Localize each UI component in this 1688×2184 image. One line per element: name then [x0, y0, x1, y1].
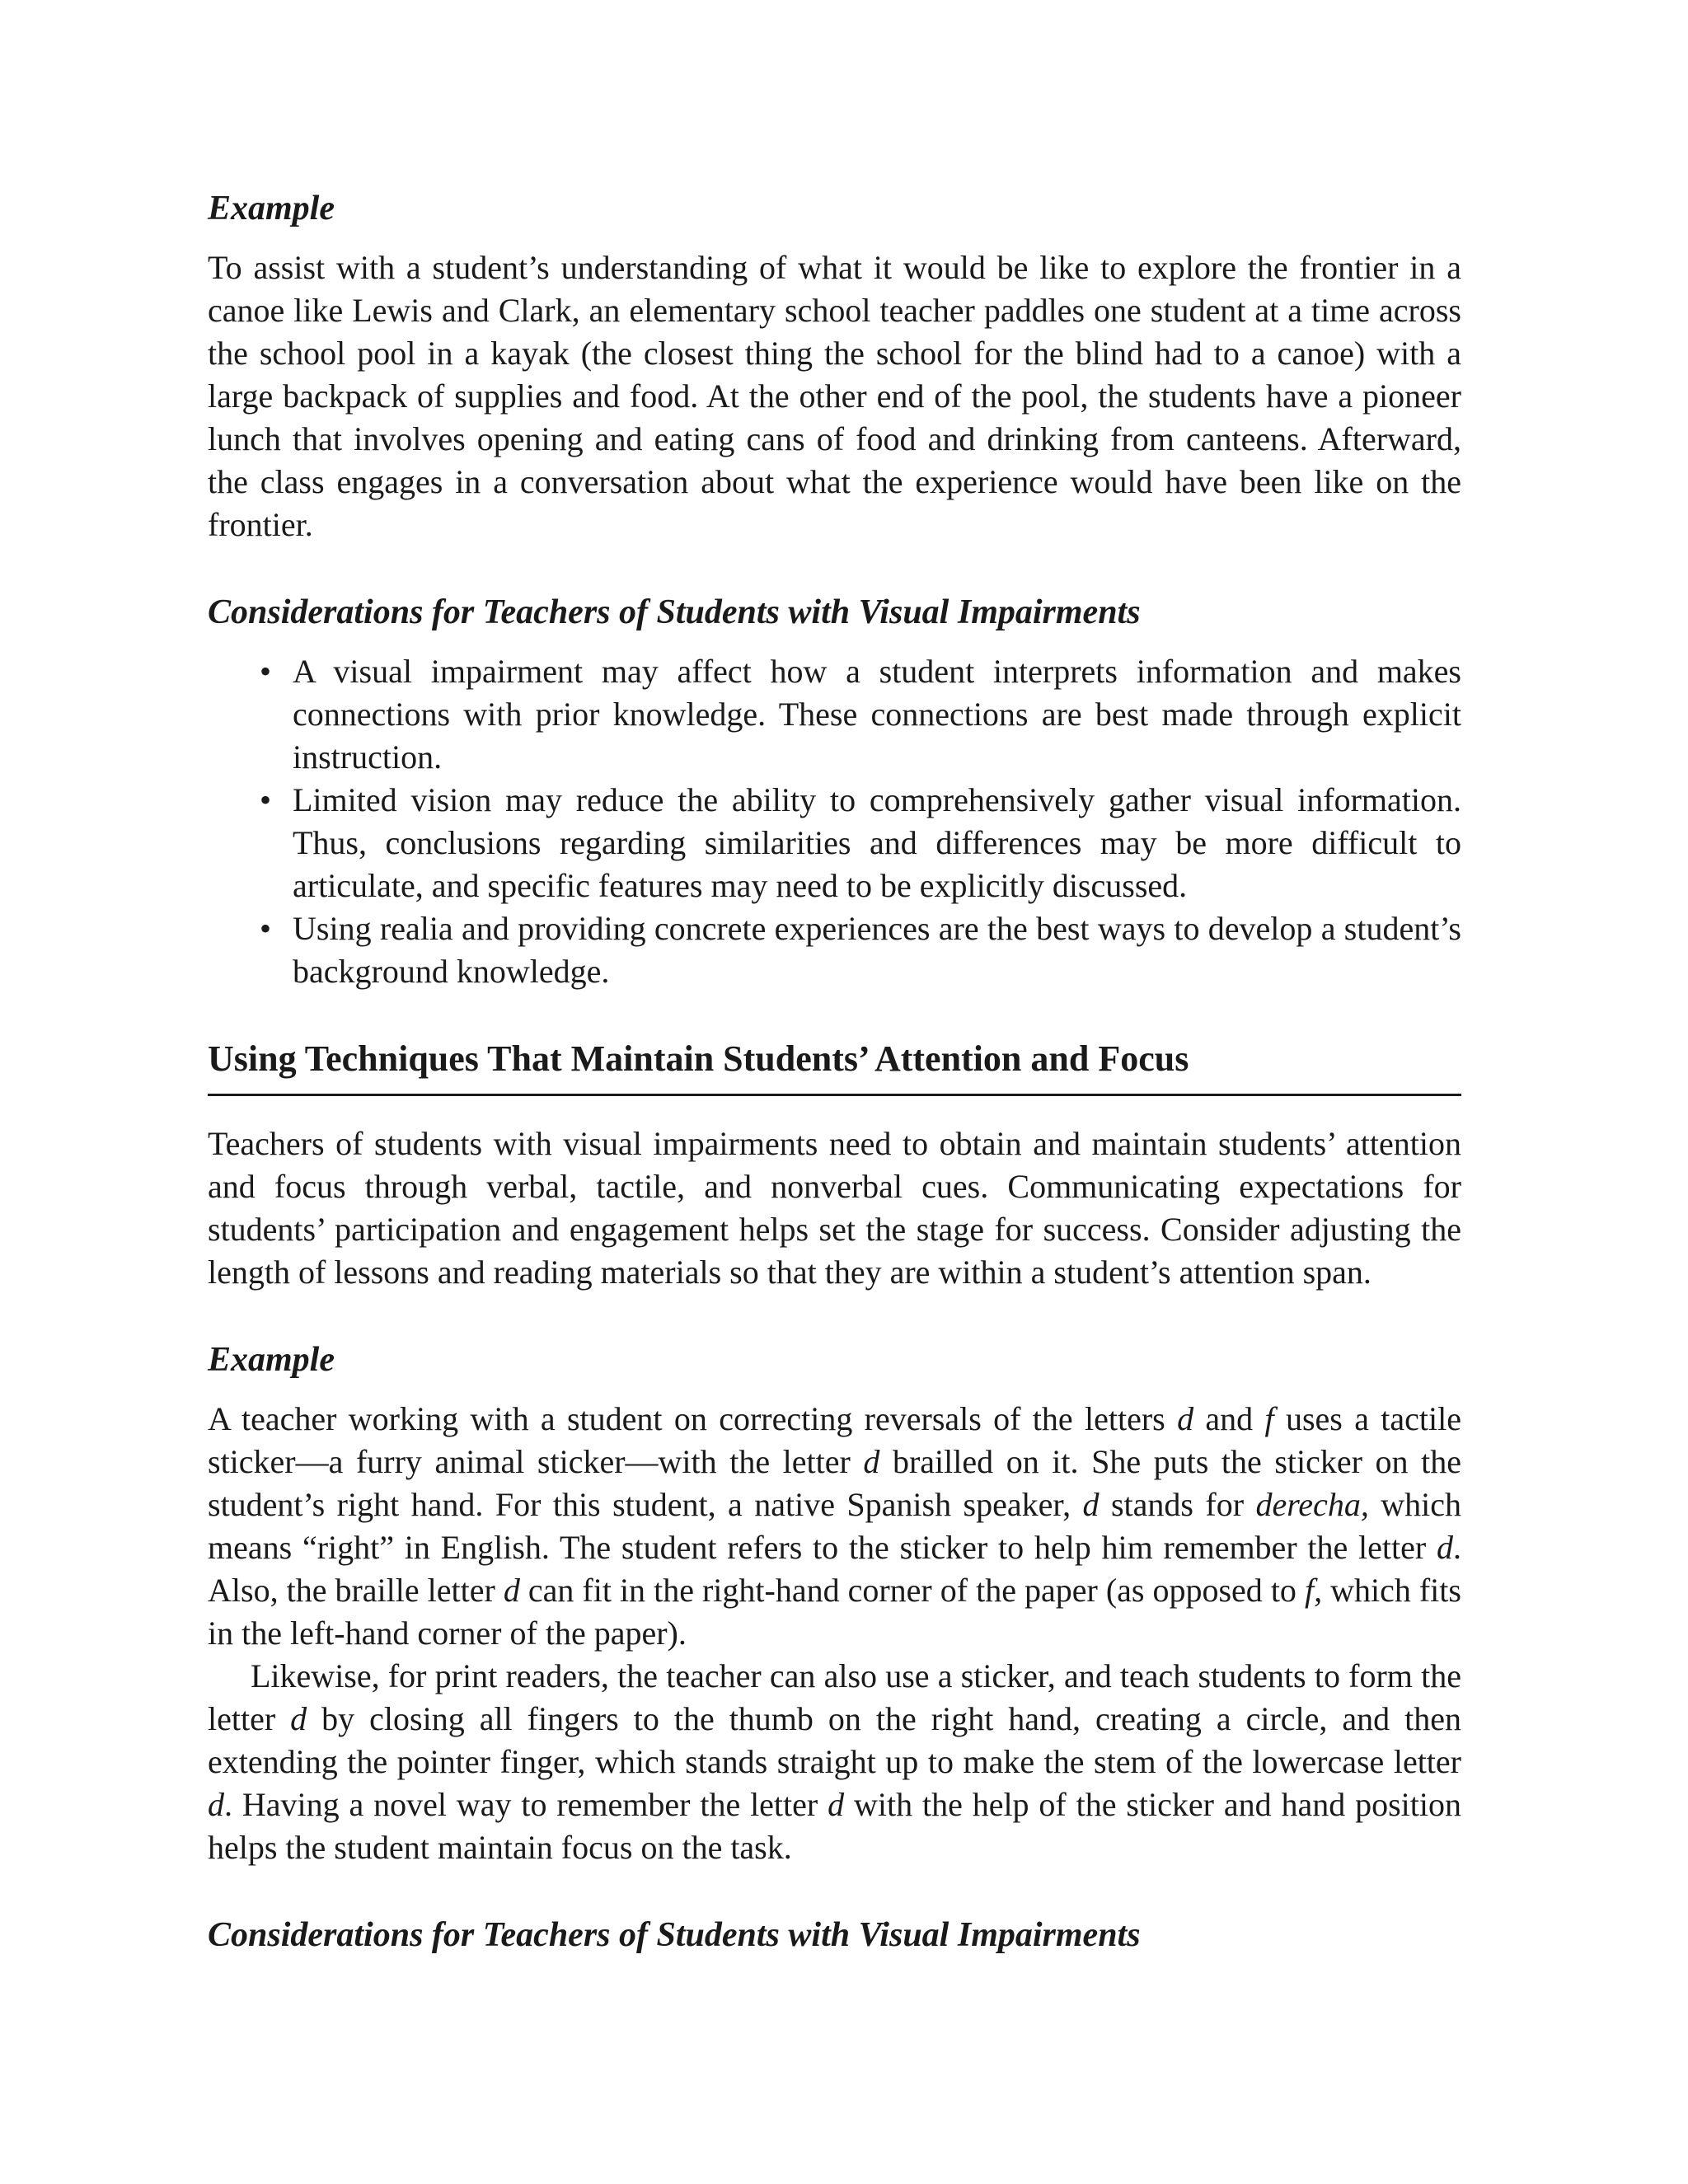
spacer [208, 1294, 1461, 1337]
list-item [260, 650, 1461, 779]
spacer [208, 546, 1461, 589]
list-item [260, 779, 1461, 907]
section-paragraph: Teachers of students with visual impairments need to obtain and maintain students’ attention and focus through verbal, tactile, and nonverbal cues. Communicating expectations for students’ participation and engagement helps set the stage for success. Consider adjusting the length of lessons and reading materials so that they are within a student’s attention span. [208, 1125, 1461, 1291]
bullet-icon: • [260, 781, 272, 818]
list-item-text: Limited vision may reduce the ability to comprehensively gather visual information. Thus, conclusions regarding similarities and differences may be more difficult to articulate, and specific features may need to be explicitly discussed. [293, 781, 1461, 904]
bullet-icon: • [260, 910, 272, 947]
considerations-list [208, 650, 1461, 993]
considerations-heading: Considerations for Teachers of Students with Visual Impairments [208, 593, 1141, 631]
list-item [260, 907, 1461, 993]
section-title: Using Techniques That Maintain Students’ Attention and Focus [208, 1036, 1461, 1096]
spacer [208, 993, 1461, 1036]
example-paragraph-continued: Likewise, for print readers, the teacher can also use a sticker, and teach students to form the letter d by closing all fingers to the thumb on the right hand, creating a circle, and then extending the pointer finger, which stands straight up to make the stem of the lowercase letter d. Having a novel way to remember the letter d with the help of the sticker and hand position helps the student maintain focus on the task. [208, 1657, 1462, 1866]
considerations-heading: Considerations for Teachers of Students with Visual Impairments [208, 1916, 1141, 1954]
example-paragraph: A teacher working with a student on correcting reversals of the letters d and f uses a tactile sticker—a furry animal sticker—with the letter d brailled on it. She puts the sticker on the student’s right hand. For this student, a native Spanish speaker, d stands for derecha, which means “right” in English. The student refers to the sticker to help him remember the letter d. Also, the braille letter d can fit in the right-hand corner of the paper (as opposed to f, which fits in the left-hand corner of the paper). [208, 1400, 1462, 1652]
bullet-icon: • [260, 653, 272, 690]
example-paragraph: To assist with a student’s understanding of what it would be like to explore the frontier in a canoe like Lewis and Clark, an elementary school teacher paddles one student at a time across the school pool in a kayak (the closest thing the school for the blind had to a canoe) with a large backpack of supplies and food. At the other end of the pool, the students have a pioneer lunch that involves opening and eating cans of food and drinking from canteens. Afterward, the class engages in a conversation about what the experience would have been like on the frontier. [208, 249, 1461, 543]
example-heading: Example [208, 190, 335, 227]
list-item-text: A visual impairment may affect how a student interprets information and makes connections with prior knowledge. These connections are best made through explicit instruction. [293, 653, 1461, 776]
document-page [208, 185, 1461, 1973]
example-heading: Example [208, 1341, 335, 1379]
spacer [208, 1869, 1461, 1912]
list-item-text: Using realia and providing concrete experiences are the best ways to develop a student’s background knowledge. [293, 910, 1461, 990]
